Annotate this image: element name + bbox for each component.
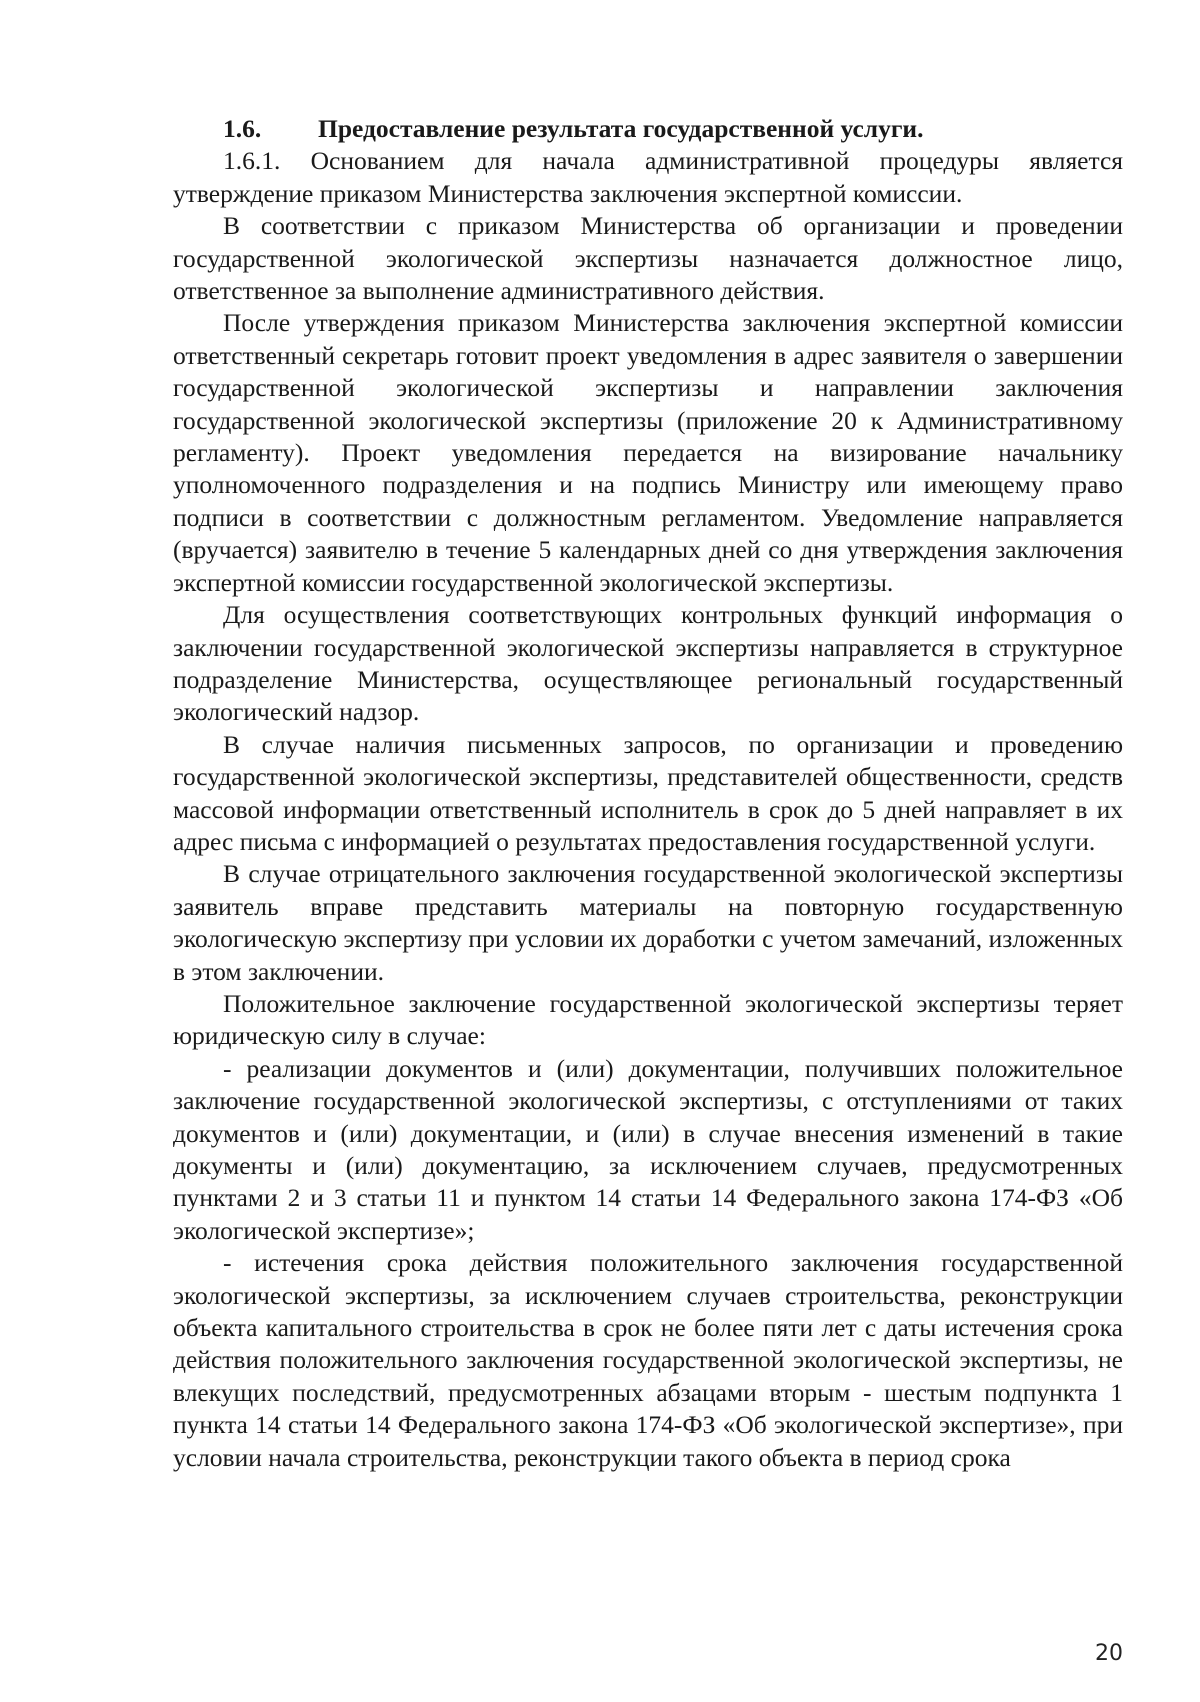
paragraph: В случае наличия письменных запросов, по организации и проведению государственной экологической экспертизы, представителей общественности, средств массовой информации ответственный исполнитель в срок до 5 дней направляет в их адрес письма с информацией о результатах предоставления государственной услуги. [173,729,1123,856]
paragraph: В случае отрицательного заключения государственной экологической экспертизы заявитель вправе представить материалы на повторную государственную экологическую экспертизу при условии их доработки с учетом замечаний, изложенных в этом заключении. [173,859,1123,986]
list-item: - реализации документов и (или) документации, получивших положительное заключение государственной экологической экспертизы, с отступлениями от таких документов и (или) документации, и (или) в случае внесения изменений в такие документы и (или) документацию, за исключением случаев, предусмотренных пунктами 2 и 3 статьи 11 и пунктом 14 статьи 14 Федерального закона 174-ФЗ «Об экологической экспертизе»; [173,1053,1123,1245]
page-number: 20 [1095,1641,1123,1666]
page-content [173,113,1123,1474]
paragraph: 1.6.1. Основанием для начала административной процедуры является утверждение приказом Министерства заключения экспертной комиссии. [173,146,1123,208]
paragraph: Положительное заключение государственной экологической экспертизы теряет юридическую силу в случае: [173,988,1123,1051]
section-title: Предоставление результата государственной услуги. [318,114,924,143]
paragraph: Для осуществления соответствующих контрольных функций информация о заключении государственной экологической экспертизы направляется в структурное подразделение Министерства, осуществляющее региональный государственный экологический надзор. [173,600,1123,727]
section-heading [173,113,1123,145]
list-item: - истечения срока действия положительного заключения государственной экологической экспертизы, за исключением случаев строительства, реконструкции объекта капитального строительства в срок не более пяти лет с даты истечения срока действия положительного заключения государственной экологической экспертизы, не влекущих последствий, предусмотренных абзацами вторым - шестым подпункта 1 пункта 14 статьи 14 Федерального закона 174-ФЗ «Об экологической экспертизе», при условии начала строительства, реконструкции такого объекта в период срока [173,1248,1123,1472]
section-number: 1.6. [223,114,262,143]
paragraph: В соответствии с приказом Министерства об организации и проведении государственной экологической экспертизы назначается должностное лицо, ответственное за выполнение административного действия. [173,211,1123,306]
paragraph: После утверждения приказом Министерства заключения экспертной комиссии ответственный секретарь готовит проект уведомления в адрес заявителя о завершении государственной экологической экспертизы и направлении заключения государственной экологической экспертизы (приложение 20 к Административному регламенту). Проект уведомления передается на визирование начальнику уполномоченного подразделения и на подпись Министру или имеющему право подписи в соответствии с должностным регламентом. Уведомление направляется (вручается) заявителю в течение 5 календарных дней со дня утверждения заключения экспертной комиссии государственной экологической экспертизы. [173,308,1123,597]
